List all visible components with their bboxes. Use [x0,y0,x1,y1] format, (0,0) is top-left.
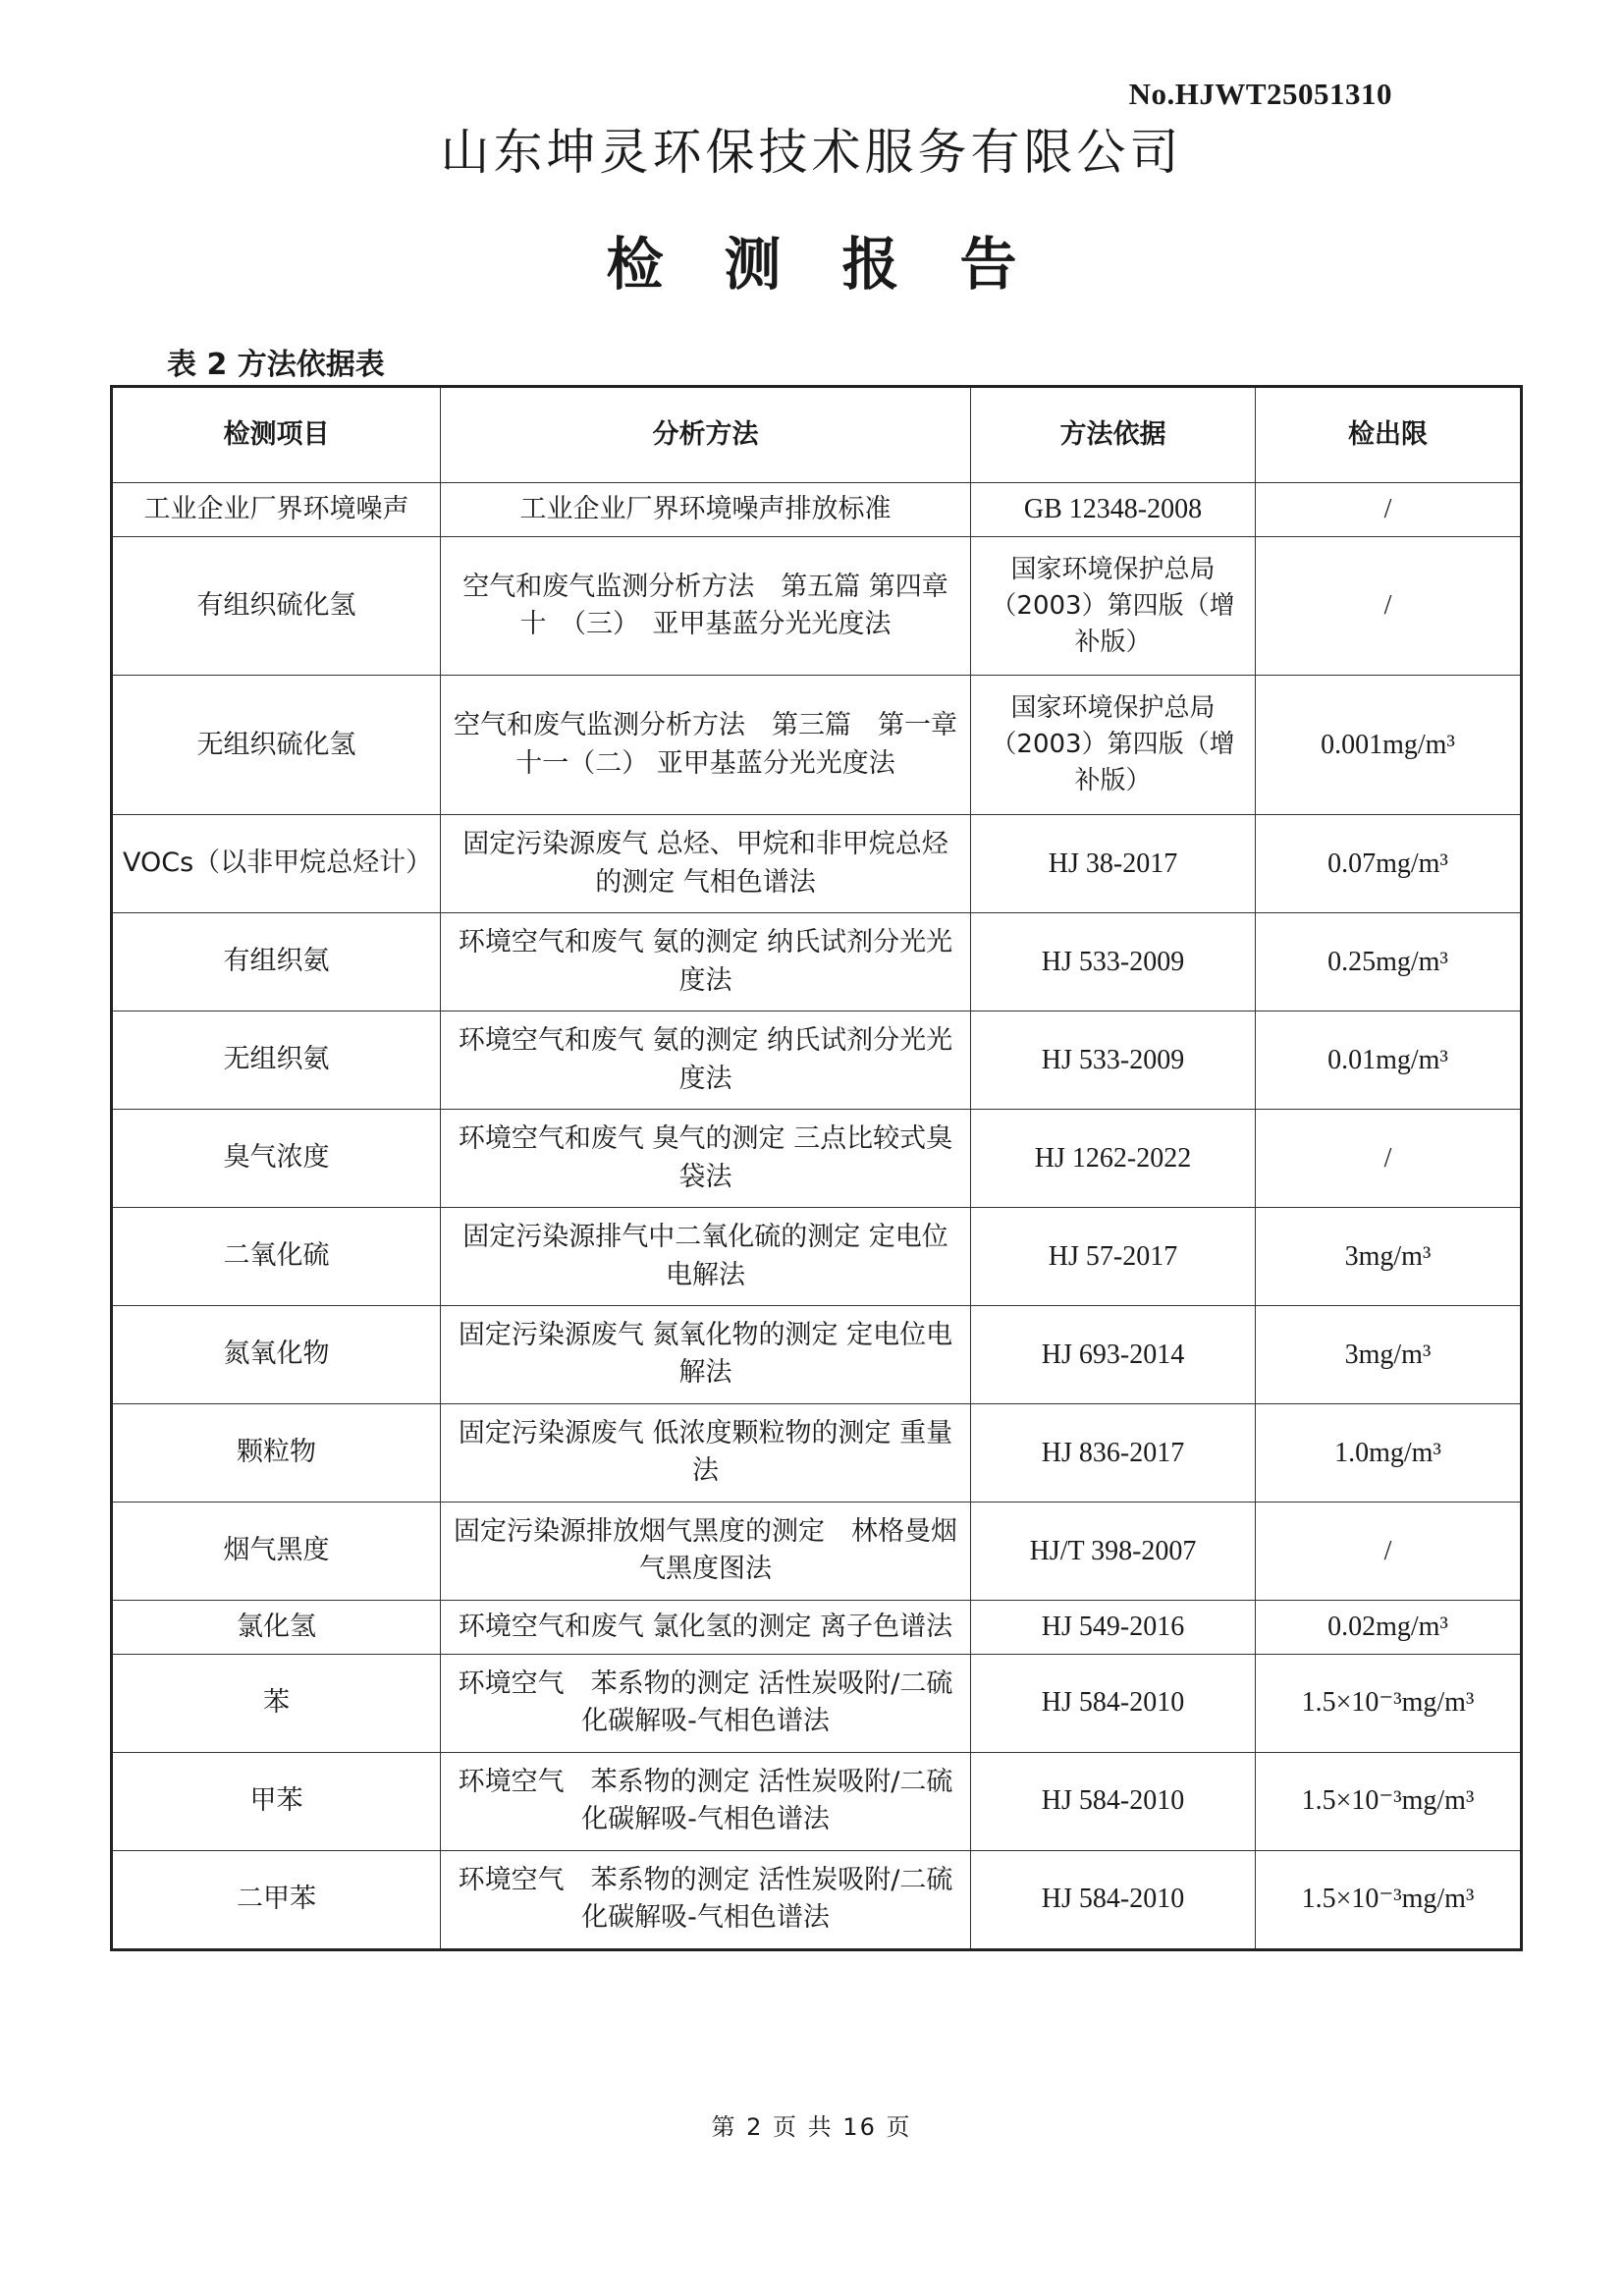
cell-item: 二甲苯 [112,1850,441,1949]
header-basis: 方法依据 [971,387,1256,483]
cell-limit: / [1256,536,1522,676]
header-method: 分析方法 [441,387,971,483]
cell-item: 烟气黑度 [112,1502,441,1600]
cell-method: 环境空气和废气 氨的测定 纳氏试剂分光光度法 [441,1011,971,1110]
cell-limit: 0.01mg/m³ [1256,1011,1522,1110]
company-name: 山东坤灵环保技术服务有限公司 [440,124,1183,181]
cell-limit: 1.0mg/m³ [1256,1403,1522,1502]
table-row [112,815,1522,913]
cell-basis: HJ 693-2014 [971,1306,1256,1404]
table-row [112,1403,1522,1502]
cell-basis: HJ 1262-2022 [971,1110,1256,1208]
cell-method: 固定污染源排气中二氧化硫的测定 定电位电解法 [441,1208,971,1306]
table-row [112,536,1522,676]
cell-limit: 1.5×10⁻³mg/m³ [1256,1850,1522,1949]
method-basis-table [110,385,1523,1951]
table-row [112,1011,1522,1110]
table-row [112,1600,1522,1654]
cell-limit: 0.07mg/m³ [1256,815,1522,913]
table-row [112,913,1522,1011]
table-row [112,1306,1522,1404]
header-item: 检测项目 [112,387,441,483]
table-body [112,483,1522,1950]
cell-method: 固定污染源废气 低浓度颗粒物的测定 重量法 [441,1403,971,1502]
cell-item: 甲苯 [112,1752,441,1850]
cell-basis: HJ 549-2016 [971,1600,1256,1654]
cell-item: 臭气浓度 [112,1110,441,1208]
cell-basis: HJ/T 398-2007 [971,1502,1256,1600]
cell-item: 工业企业厂界环境噪声 [112,483,441,537]
cell-basis: HJ 533-2009 [971,1011,1256,1110]
page-footer: 第 2 页 共 16 页 [711,2113,912,2141]
cell-basis: HJ 584-2010 [971,1752,1256,1850]
cell-item: 无组织硫化氢 [112,676,441,815]
cell-item: 无组织氨 [112,1011,441,1110]
cell-basis: HJ 57-2017 [971,1208,1256,1306]
cell-limit: / [1256,1110,1522,1208]
cell-item: 氮氧化物 [112,1306,441,1404]
cell-item: 颗粒物 [112,1403,441,1502]
cell-limit: 3mg/m³ [1256,1208,1522,1306]
table-header-row [112,387,1522,483]
cell-basis: HJ 584-2010 [971,1654,1256,1752]
document-title: 检测报告 [606,231,1078,298]
table-row [112,1208,1522,1306]
header-limit: 检出限 [1256,387,1522,483]
cell-method: 固定污染源废气 氮氧化物的测定 定电位电解法 [441,1306,971,1404]
cell-basis: HJ 584-2010 [971,1850,1256,1949]
cell-method: 环境空气和废气 臭气的测定 三点比较式臭袋法 [441,1110,971,1208]
cell-limit: / [1256,483,1522,537]
cell-method: 环境空气 苯系物的测定 活性炭吸附/二硫化碳解吸-气相色谱法 [441,1752,971,1850]
table-row [112,1654,1522,1752]
table-row [112,1110,1522,1208]
report-number: No.HJWT25051310 [1128,77,1392,111]
cell-method: 固定污染源排放烟气黑度的测定 林格曼烟气黑度图法 [441,1502,971,1600]
cell-item: VOCs（以非甲烷总烃计） [112,815,441,913]
cell-limit: 1.5×10⁻³mg/m³ [1256,1654,1522,1752]
cell-basis: 国家环境保护总局（2003）第四版（增补版） [971,676,1256,815]
cell-basis: HJ 533-2009 [971,913,1256,1011]
table-row [112,483,1522,537]
table-row [112,676,1522,815]
cell-limit: 0.25mg/m³ [1256,913,1522,1011]
cell-method: 环境空气 苯系物的测定 活性炭吸附/二硫化碳解吸-气相色谱法 [441,1850,971,1949]
cell-item: 氯化氢 [112,1600,441,1654]
cell-item: 二氧化硫 [112,1208,441,1306]
table-row [112,1752,1522,1850]
cell-limit: 3mg/m³ [1256,1306,1522,1404]
cell-method: 空气和废气监测分析方法 第五篇 第四章 十 （三） 亚甲基蓝分光光度法 [441,536,971,676]
cell-item: 有组织硫化氢 [112,536,441,676]
cell-method: 工业企业厂界环境噪声排放标准 [441,483,971,537]
table-caption: 表 2 方法依据表 [167,348,385,382]
cell-limit: / [1256,1502,1522,1600]
cell-method: 空气和废气监测分析方法 第三篇 第一章 十一（二） 亚甲基蓝分光光度法 [441,676,971,815]
cell-method: 环境空气 苯系物的测定 活性炭吸附/二硫化碳解吸-气相色谱法 [441,1654,971,1752]
cell-limit: 1.5×10⁻³mg/m³ [1256,1752,1522,1850]
cell-item: 有组织氨 [112,913,441,1011]
table-row [112,1502,1522,1600]
cell-limit: 0.001mg/m³ [1256,676,1522,815]
cell-method: 固定污染源废气 总烃、甲烷和非甲烷总烃的测定 气相色谱法 [441,815,971,913]
cell-basis: GB 12348-2008 [971,483,1256,537]
cell-method: 环境空气和废气 氨的测定 纳氏试剂分光光度法 [441,913,971,1011]
cell-basis: HJ 836-2017 [971,1403,1256,1502]
cell-item: 苯 [112,1654,441,1752]
cell-method: 环境空气和废气 氯化氢的测定 离子色谱法 [441,1600,971,1654]
table-row [112,1850,1522,1949]
cell-basis: HJ 38-2017 [971,815,1256,913]
cell-limit: 0.02mg/m³ [1256,1600,1522,1654]
cell-basis: 国家环境保护总局（2003）第四版（增补版） [971,536,1256,676]
